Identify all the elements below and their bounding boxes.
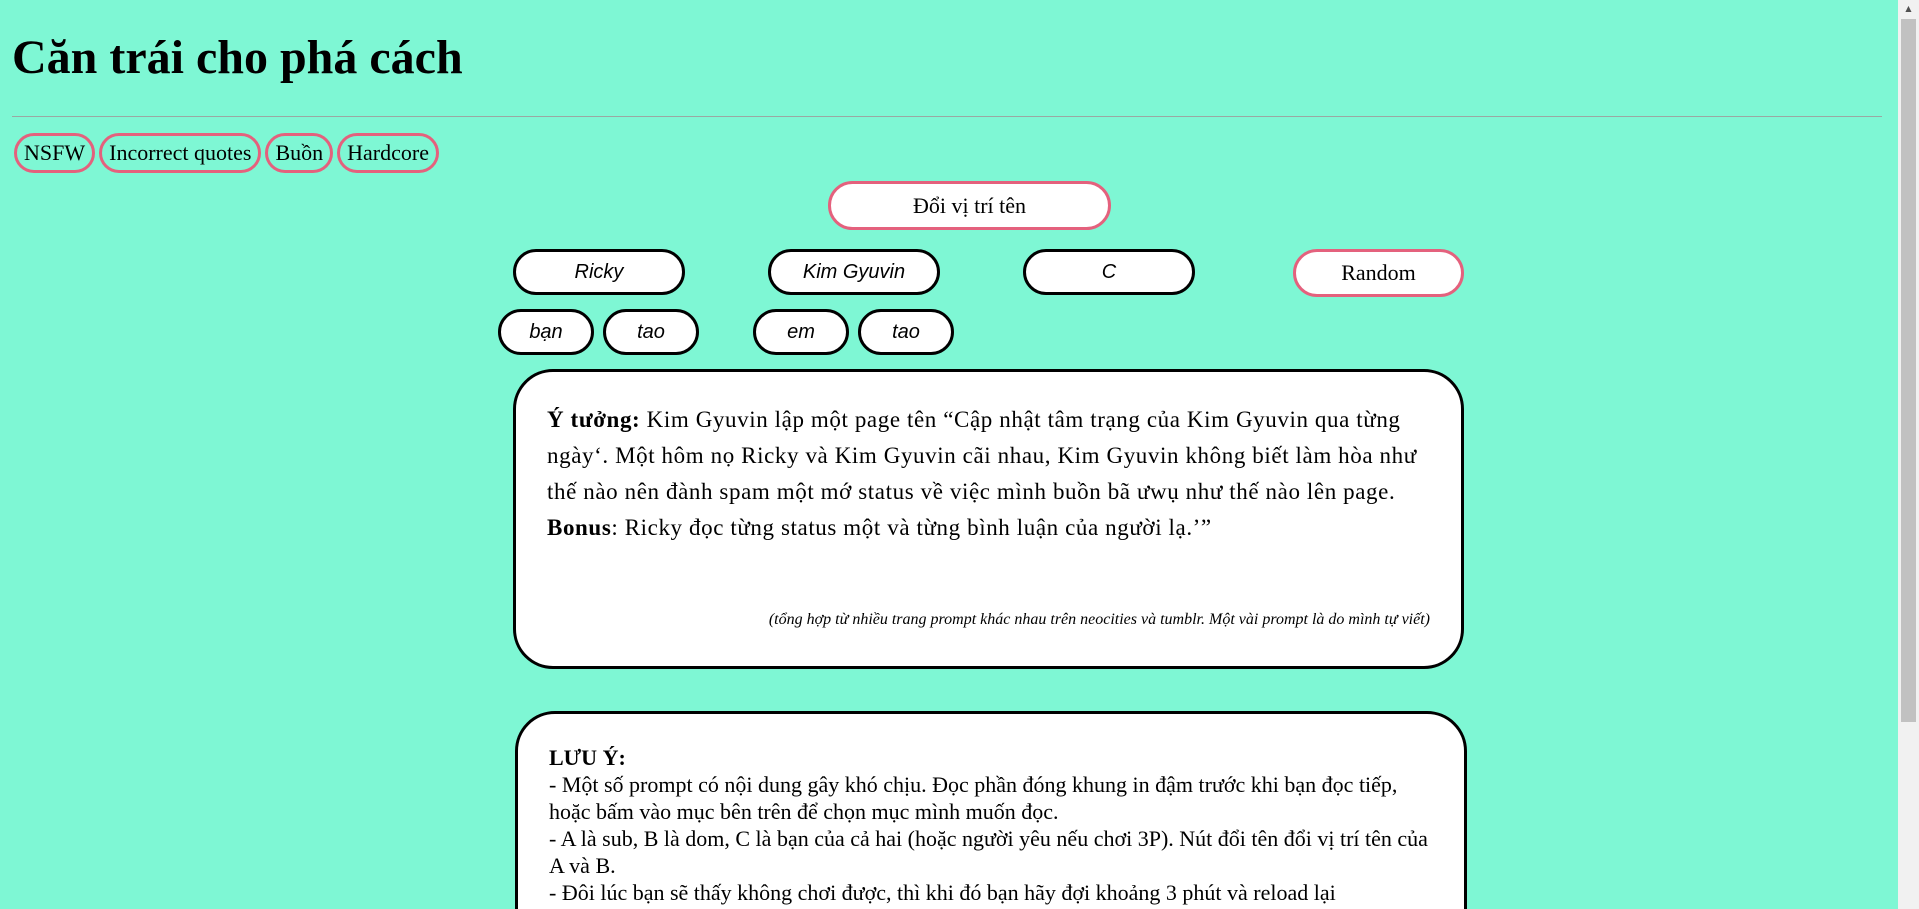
tag-buon[interactable]: Buồn — [265, 133, 333, 173]
pronoun-a-1-input[interactable]: bạn — [498, 309, 594, 355]
bonus-label: Bonus — [547, 515, 612, 540]
idea-text: Kim Gyuvin lập một page tên “Cập nhật tâm trạng của Kim Gyuvin qua từng ngày‘. Một hôm nọ Ricky và Kim Gyuvin cãi nhau, Kim Gyuvin không biết làm hòa như thế nào nên đành spam một mớ status về việc mình buồn bã ưwụ như thế nào lên page. — [547, 407, 1417, 504]
bonus-text: : Ricky đọc từng status một và từng bình luận của người lạ.’” — [611, 515, 1212, 540]
note-line-2: - A là sub, B là dom, C là bạn của cả hai (hoặc người yêu nếu chơi 3P). Nút đổi tên đổi vị trí tên của A và B. — [549, 826, 1428, 878]
caret-up-icon[interactable]: ▲ — [1905, 4, 1912, 13]
random-button[interactable]: Random — [1293, 249, 1464, 297]
notes-text — [549, 744, 1439, 906]
pronoun-b-2-input[interactable]: tao — [858, 309, 954, 355]
pronoun-b-1-input[interactable]: em — [753, 309, 849, 355]
vertical-scrollbar[interactable] — [1898, 0, 1919, 909]
note-line-1: - Một số prompt có nội dung gây khó chịu. Đọc phần đóng khung in đậm trước khi bạn đọc tiếp, hoặc bấm vào mục bên trên để chọn mục mình muốn đọc. — [549, 772, 1398, 824]
swap-names-button[interactable]: Đổi vị trí tên — [828, 181, 1111, 230]
scrollbar-thumb[interactable] — [1901, 19, 1916, 722]
category-tags — [14, 133, 439, 173]
tag-incorrect-quotes[interactable]: Incorrect quotes — [99, 133, 261, 173]
notes-card — [515, 711, 1467, 909]
prompt-text — [547, 402, 1433, 546]
note-line-3: - Đôi lúc bạn sẽ thấy không chơi được, thì khi đó bạn hãy đợi khoảng 3 phút và reload lại — [549, 880, 1336, 905]
tag-nsfw[interactable]: NSFW — [14, 133, 95, 173]
source-note: (tổng hợp từ nhiều trang prompt khác nhau trên neocities và tumblr. Một vài prompt là do mình tự viết) — [768, 611, 1430, 628]
name-c-input[interactable]: C — [1023, 249, 1195, 295]
divider — [12, 116, 1882, 117]
pronoun-a-2-input[interactable]: tao — [603, 309, 699, 355]
notes-heading: LƯU Ý: — [549, 745, 626, 770]
tag-hardcore[interactable]: Hardcore — [337, 133, 439, 173]
name-a-input[interactable]: Ricky — [513, 249, 685, 295]
name-b-input[interactable]: Kim Gyuvin — [768, 249, 940, 295]
prompt-card — [513, 369, 1464, 669]
page-title: Căn trái cho phá cách — [12, 31, 463, 84]
idea-label: Ý tưởng: — [547, 407, 641, 432]
